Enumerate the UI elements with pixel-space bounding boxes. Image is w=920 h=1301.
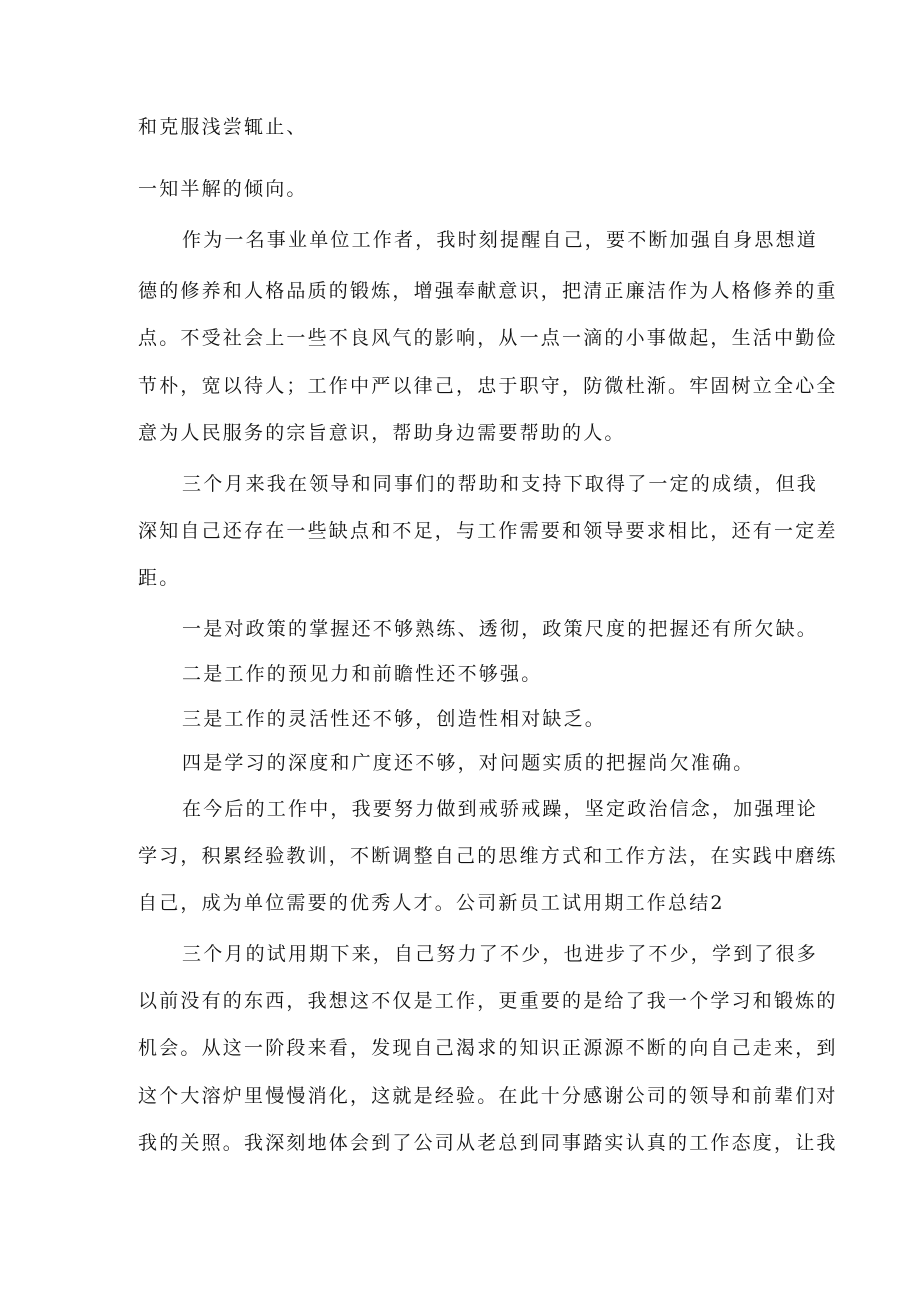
text-line: 意为人民服务的宗旨意识，帮助身边需要帮助的人。 — [138, 422, 626, 444]
text-line: 学习，积累经验教训，不断调整自己的思维方式和工作方法，在实践中磨练 — [138, 845, 838, 867]
text-line: 这个大溶炉里慢慢消化，这就是经验。在此十分感谢公司的领导和前辈们对 — [138, 1085, 838, 1107]
paragraph-start-line: 三个月来我在领导和同事们的帮助和支持下取得了一定的成绩，但我 — [182, 473, 819, 495]
text-line: 一知半解的倾向。 — [138, 178, 308, 200]
paragraph-start-line: 四是学习的深度和广度还不够，对问题实质的把握尚欠准确。 — [182, 752, 755, 774]
text-line: 点。不受社会上一些不良风气的影响，从一点一滴的小事做起，生活中勤俭 — [138, 327, 838, 349]
text-line: 德的修养和人格品质的锻炼，增强奉献意识，把清正廉洁作为人格修养的重 — [138, 280, 838, 302]
text-line: 自己，成为单位需要的优秀人才。公司新员工试用期工作总结2 — [138, 892, 725, 914]
paragraph-start-line: 三是工作的灵活性还不够，创造性相对缺乏。 — [182, 708, 607, 730]
text-line: 节朴，宽以待人；工作中严以律己，忠于职守，防微杜渐。牢固树立全心全 — [138, 375, 838, 397]
text-line: 机会。从这一阶段来看，发现自己渴求的知识正源源不断的向自己走来，到 — [138, 1037, 838, 1059]
paragraph-start-line: 一是对政策的掌握还不够熟练、透彻，政策尺度的把握还有所欠缺。 — [182, 618, 819, 640]
text-line: 距。 — [138, 567, 181, 589]
paragraph-start-line: 在今后的工作中，我要努力做到戒骄戒躁，坚定政治信念，加强理论 — [182, 798, 819, 820]
paragraph-start-line: 作为一名事业单位工作者，我时刻提醒自己，要不断加强自身思想道 — [182, 229, 819, 251]
paragraph-start-line: 三个月的试用期下来，自己努力了不少，也进步了不少，学到了很多 — [182, 943, 819, 965]
paragraph-start-line: 二是工作的预见力和前瞻性还不够强。 — [182, 663, 543, 685]
text-line: 和克服浅尝辄止、 — [138, 116, 308, 138]
text-line: 深知自己还存在一些缺点和不足，与工作需要和领导要求相比，还有一定差 — [138, 520, 838, 542]
text-line: 我的关照。我深刻地体会到了公司从老总到同事踏实认真的工作态度，让我 — [138, 1132, 838, 1154]
text-line: 以前没有的东西，我想这不仅是工作，更重要的是给了我一个学习和锻炼的 — [138, 990, 838, 1012]
